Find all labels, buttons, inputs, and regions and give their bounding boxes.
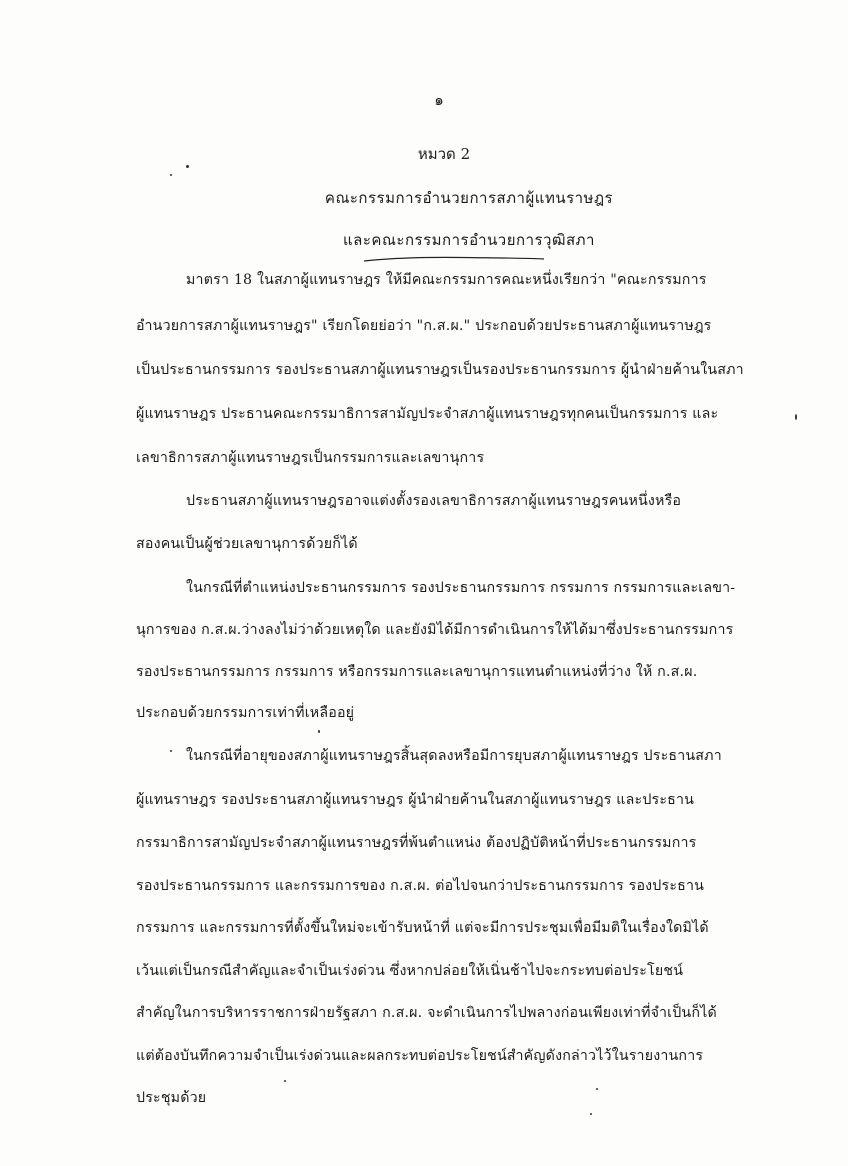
scan-speck: [590, 1113, 592, 1115]
body-line-15: รองประธานกรรมการ และกรรมการของ ก.ส.ผ. ต่อไปจนกว่าประธานกรรมการ รองประธาน: [136, 878, 705, 894]
body-line-4: ผู้แทนราษฎร ประธานคณะกรรมาธิการสามัญประจำสภาผู้แทนราษฎรทุกคนเป็นกรรมการ และ: [136, 406, 719, 422]
scan-speck: [596, 1088, 598, 1090]
scan-speck: [795, 414, 797, 420]
body-line-20: ประชุมด้วย: [136, 1090, 207, 1106]
body-line-8: ในกรณีที่ตำแหน่งประธานกรรมการ รองประธานกรรมการ กรรมการ กรรมการและเลขา-: [186, 580, 736, 596]
body-line-2: อำนวยการสภาผู้แทนราษฎร" เรียกโดยย่อว่า "ก.ส.ผ." ประกอบด้วยประธานสภาผู้แทนราษฎร: [136, 318, 712, 334]
handwritten-underline: [362, 256, 546, 262]
body-line-6: ประธานสภาผู้แทนราษฎรอาจแต่งตั้งรองเลขาธิการสภาผู้แทนราษฎรคนหนึ่งหรือ: [186, 493, 682, 509]
body-line-16: กรรมการ และกรรมการที่ตั้งขึ้นใหม่จะเข้ารับหน้าที่ แต่จะมีการประชุมเพื่อมีมติในเรื่องใดมิได้: [136, 920, 709, 936]
chapter-heading: หมวด 2: [417, 145, 471, 163]
section-title-line-1: คณะกรรมการอำนวยการสภาผู้แทนราษฎร: [324, 189, 614, 207]
body-line-14: กรรมาธิการสามัญประจำสภาผู้แทนราษฎรที่พ้นตำแหน่ง ต้องปฏิบัติหน้าที่ประธานกรรมการ: [136, 835, 697, 851]
body-line-17: เว้นแต่เป็นกรณีสำคัญและจำเป็นเร่งด่วน ซึ่งหากปล่อยให้เนิ่นช้าไปจะกระทบต่อประโยชน์: [136, 963, 684, 979]
body-line-19: แต่ต้องบันทึกความจำเป็นเร่งด่วนและผลกระทบต่อประโยชน์สำคัญดังกล่าวไว้ในรายงานการ: [136, 1048, 704, 1064]
body-line-12: ในกรณีที่อายุของสภาผู้แทนราษฎรสิ้นสุดลงหรือมีการยุบสภาผู้แทนราษฎร ประธานสภา: [186, 748, 722, 764]
scan-speck: [170, 750, 172, 752]
body-line-18: สำคัญในการบริหารราชการฝ่ายรัฐสภา ก.ส.ผ. จะดำเนินการไปพลางก่อนเพียงเท่าที่จำเป็นก็ได้: [136, 1005, 717, 1021]
scan-speck: [186, 165, 189, 168]
scan-speck: [318, 730, 320, 733]
body-line-7: สองคนเป็นผู้ช่วยเลขานุการด้วยก็ได้: [136, 536, 358, 552]
body-line-5: เลขาธิการสภาผู้แทนราษฎรเป็นกรรมการและเลขานุการ: [136, 450, 485, 466]
body-line-1: มาตรา 18 ในสภาผู้แทนราษฎร ให้มีคณะกรรมการคณะหนึ่งเรียกว่า "คณะกรรมการ: [186, 272, 707, 288]
body-line-3: เป็นประธานกรรมการ รองประธานสภาผู้แทนราษฎรเป็นรองประธานกรรมการ ผู้นำฝ่ายค้านในสภา: [136, 362, 744, 378]
scan-speck: [284, 1080, 286, 1082]
body-line-10: รองประธานกรรมการ กรรมการ หรือกรรมการและเลขานุการแทนตำแหน่งที่ว่าง ให้ ก.ส.ผ.: [136, 664, 698, 680]
body-line-9: นุการของ ก.ส.ผ.ว่างลงไม่ว่าด้วยเหตุใด และยังมิได้มีการดำเนินการให้ได้มาซึ่งประธานกรรมการ: [136, 622, 734, 638]
page-number: ๑: [434, 91, 444, 109]
section-title-line-2: และคณะกรรมการอำนวยการวุฒิสภา: [343, 231, 595, 249]
body-line-11: ประกอบด้วยกรรมการเท่าที่เหลืออยู่: [136, 705, 355, 721]
body-line-13: ผู้แทนราษฎร รองประธานสภาผู้แทนราษฎร ผู้นำฝ่ายค้านในสภาผู้แทนราษฎร และประธาน: [136, 792, 695, 808]
scan-speck: [170, 174, 172, 176]
